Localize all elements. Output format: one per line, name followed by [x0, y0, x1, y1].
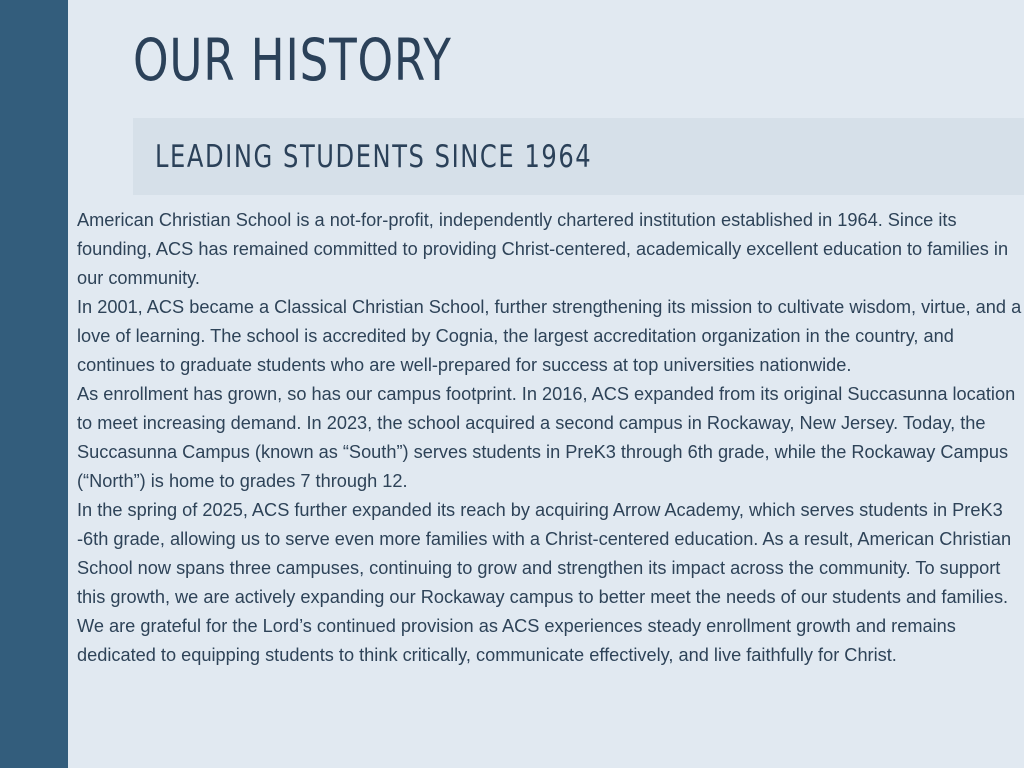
- sidebar-accent-bar: [0, 0, 68, 768]
- page-subtitle: LEADING STUDENTS SINCE 1964: [155, 139, 593, 175]
- paragraph-classical: In 2001, ACS became a Classical Christian School, further strengthening its mission to cultivate wisdom, virtue, and a love of learning. The school is accredited by Cognia, the largest accreditation organization in the country, and continues to graduate students who are well-prepared for success at top universities nationwide.: [77, 297, 1022, 375]
- paragraph-founding: American Christian School is a not-for-profit, independently chartered institution established in 1964. Since its founding, ACS has remained committed to providing Christ-centered, academically excellent education to families in our community.: [77, 210, 1009, 288]
- paragraph-campuses: As enrollment has grown, so has our campus footprint. In 2016, ACS expanded from its original Succasunna location to meet increasing demand. In 2023, the school acquired a second campus in Rockaway, New Jersey. Today, the Succasunna Campus (known as “South”) serves students in PreK3 through 6th grade, while the Rockaway Campus (“North”) is home to grades 7 through 12.: [77, 384, 1016, 491]
- paragraph-gratitude: We are grateful for the Lord’s continued provision as ACS experiences steady enrollment growth and remains dedicated to equipping students to think critically, communicate effectively, and live faithfully for Christ.: [77, 616, 956, 665]
- subtitle-band: [133, 118, 1024, 195]
- paragraph-arrow-academy: In the spring of 2025, ACS further expanded its reach by acquiring Arrow Academy, which serves students in PreK3 -6th grade, allowing us to serve even more families with a Christ-centered education. As a result, American Christian School now spans three campuses, continuing to grow and strengthen its impact across the community. To support this growth, we are actively expanding our Rockaway campus to better meet the needs of our students and families.: [77, 500, 1012, 607]
- history-body: [77, 206, 1024, 670]
- page-title: OUR HISTORY: [133, 26, 452, 94]
